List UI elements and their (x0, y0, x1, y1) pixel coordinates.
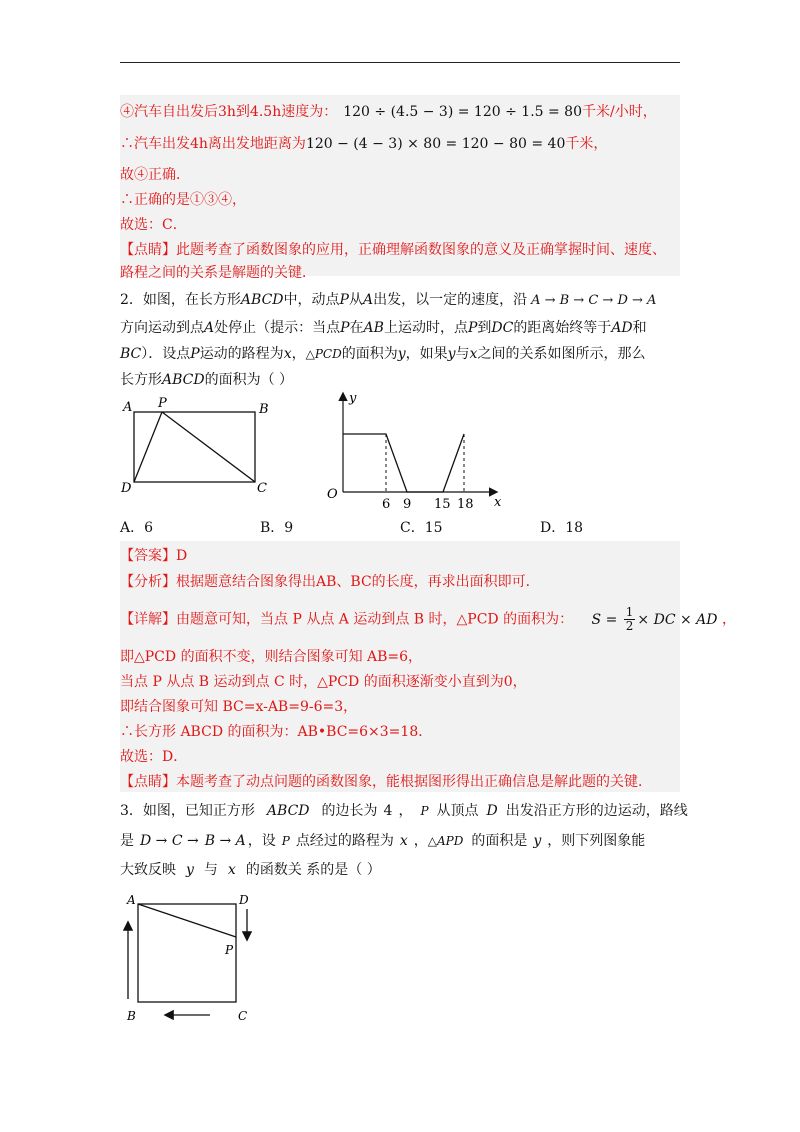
solution-formula: 120 − (4 − 3) × 80 = 120 − 80 = 40 (305, 136, 566, 152)
q2-var: DC (491, 320, 514, 336)
q3-text: 的面积是 (471, 833, 528, 849)
q3-text: ， (413, 833, 428, 849)
detail-line-3: 当点 P 从点 B 运动到点 C 时，△PCD 的面积逐渐变小直到为0， (120, 674, 527, 690)
q2-path: A → B → C → D → A (531, 293, 657, 308)
q3-path: B → A (204, 833, 246, 849)
q2-text: 中，动点 (283, 292, 340, 308)
q2-text: 的面积为 (341, 346, 398, 362)
label-p: P (158, 396, 167, 411)
q2-var: △PCD (305, 347, 342, 361)
answer-value: D (176, 548, 188, 564)
q2-function-graph (322, 388, 512, 516)
q2-text: 长方形 (120, 372, 162, 388)
label-c: C (238, 1009, 248, 1023)
detail-line-1 (120, 606, 736, 633)
q2-text: 处停止（提示：当点 (214, 320, 341, 336)
header-rule (120, 62, 680, 63)
q2-text: 之间的关系如图所示，那么 (477, 346, 646, 362)
segment-pd (134, 412, 162, 482)
rectangle-abcd (134, 412, 255, 482)
q2-var: BC (120, 346, 142, 362)
q2-var: P (339, 292, 349, 308)
fraction-numerator: 1 (625, 605, 634, 619)
q3-line-2 (120, 830, 645, 850)
q2-var: P (340, 320, 350, 336)
tick-label-9: 9 (403, 497, 412, 512)
q2-line-2 (120, 317, 647, 337)
axis-label-y: y (349, 391, 357, 406)
option-c[interactable]: C．15 (400, 520, 443, 536)
option-b[interactable]: B．9 (260, 520, 294, 536)
q3-var: x (227, 862, 236, 878)
q3-text: 从顶点 (436, 803, 479, 819)
label-a: A (127, 893, 136, 907)
answer-tag: 【答案】 (120, 548, 176, 564)
q2-text: 与 (455, 346, 470, 362)
q2-rectangle-figure (118, 394, 278, 496)
solution-line-1 (120, 101, 657, 121)
detail-tag: 【详解】 (120, 611, 176, 628)
q2-text: 和 (632, 320, 647, 336)
q2-var: AB (363, 320, 384, 336)
q3-line-3 (120, 859, 381, 879)
detail-line-5: ∴长方形 ABCD 的面积为：AB•BC=6×3=18． (120, 724, 433, 740)
q3-square-figure (118, 887, 268, 1027)
q2-text: 在 (349, 320, 364, 336)
q2-text: 从 (348, 292, 363, 308)
label-c: C (257, 481, 267, 496)
q3-var: y (533, 833, 542, 849)
q2-text: 运动的路程为 (199, 346, 284, 362)
detail-line-2: 即△PCD 的面积不变，则结合图象可知 AB=6， (120, 649, 423, 665)
q3-text: 出发沿正方形的边运动，路线 (505, 803, 688, 819)
q2-line-3 (120, 343, 645, 363)
q3-var: ABCD (266, 803, 310, 819)
q2-text: ）．设点 (141, 346, 191, 362)
q2-var: P (190, 346, 200, 362)
q3-text: 大致反映 (120, 862, 176, 878)
q2-var: x (469, 346, 478, 362)
formula-rhs: × DC × AD (637, 611, 718, 628)
q3-var: y (186, 862, 194, 878)
q2-var: AD (611, 320, 633, 336)
solution-formula: 120 ÷ (4.5 − 3) = 120 ÷ 1.5 = 80 (343, 104, 582, 120)
comment-text: 此题考查了函数图象的应用，正确理解函数图象的意义及正确掌握时间、速度、 (176, 242, 666, 258)
solution-line-2 (120, 133, 607, 153)
square-abcd (138, 904, 236, 1002)
q3-text: 的函数关 系的是（ ） (245, 862, 381, 878)
segment-ap (138, 904, 236, 937)
fraction-half (624, 606, 636, 633)
fraction-denominator: 2 (625, 619, 634, 633)
q3-var: P (281, 834, 290, 848)
q2-text: 上运动时，点 (383, 320, 468, 336)
label-d: D (121, 481, 132, 496)
q2-text: 2．如图，在长方形 (120, 292, 241, 308)
q2-text: ，如果 (405, 346, 448, 362)
q3-var: P (420, 804, 429, 818)
q3-text: ，则下列图象能 (547, 833, 646, 849)
graph-line (343, 434, 464, 492)
solution-text: ∴汽车出发4h离出发地距离为 (120, 136, 306, 152)
q2-text: ， (291, 346, 306, 362)
segment-pc (162, 412, 255, 482)
q2-var: A (204, 320, 215, 336)
q2-text: 的面积为（ ） (204, 372, 294, 388)
q3-var: △APD (427, 834, 464, 848)
q3-text: ， (398, 803, 413, 819)
answer-line (120, 545, 187, 565)
q3-text: 是 (120, 833, 134, 849)
q2-text: 的距离始终等于 (513, 320, 612, 336)
comment-line-q2 (120, 771, 652, 791)
solution-text: ④汽车自出发后3h到4.5h速度为： (120, 104, 338, 120)
q3-var: x (399, 833, 408, 849)
option-a[interactable]: A．6 (120, 520, 154, 536)
tick-label-15: 15 (434, 497, 451, 512)
comment-text: 本题考查了动点问题的函数图象，能根据图形得出正确信息是解此题的关键． (176, 774, 652, 790)
comment-tag: 【点睛】 (120, 242, 176, 258)
solution-line-4: ∴正确的是①③④， (120, 192, 246, 208)
formula-lhs: S = (591, 611, 618, 628)
solution-text: 千米/小时， (582, 104, 657, 120)
q3-var: D (486, 803, 498, 819)
detail-text: 由题意可知，当点 P 从点 A 运动到点 B 时，△PCD 的面积为： (176, 611, 574, 628)
label-b: B (259, 402, 269, 417)
axis-label-x: x (494, 495, 502, 510)
label-p: P (225, 943, 234, 957)
q2-line-4 (120, 369, 293, 389)
q3-text: 的边长为 (321, 803, 378, 819)
option-d[interactable]: D．18 (540, 520, 584, 536)
origin-label: O (327, 487, 338, 502)
q2-var: A (362, 292, 374, 308)
q3-line-1 (120, 800, 688, 820)
q2-var: P (467, 320, 478, 336)
q3-text: 点经过的路程为 (295, 833, 394, 849)
q3-text: ，设 (247, 833, 276, 849)
detail-line-4: 即结合图象可知 BC=x-AB=9-6=3， (120, 699, 358, 715)
q3-text: 与 (203, 862, 218, 878)
solution-line-3: 故④正确． (120, 167, 190, 183)
q3-text: 3．如图，已知正方形 (120, 803, 255, 819)
analysis-tag: 【分析】 (120, 574, 176, 590)
comment-line-2: 路程之间的关系是解题的关键． (120, 265, 316, 281)
q3-path: D → C → (140, 833, 199, 849)
q2-var: ABCD (162, 372, 205, 388)
q3-var: 4 (383, 803, 393, 819)
label-a: A (123, 400, 133, 415)
tick-label-18: 18 (457, 497, 474, 512)
q2-text: 方向运动到点 (120, 320, 204, 336)
solution-line-5: 故选：C． (120, 217, 187, 233)
q2-text: 到 (477, 320, 492, 336)
analysis-line (120, 571, 540, 591)
solution-text: 千米， (565, 136, 608, 152)
q2-var: x (283, 346, 292, 362)
q2-var: y (447, 346, 456, 362)
comment-tag: 【点睛】 (120, 774, 176, 790)
comment-line-1 (120, 239, 666, 259)
detail-text: ， (721, 611, 736, 628)
detail-line-6: 故选：D． (120, 749, 188, 765)
area-formula (591, 605, 722, 633)
q2-text: 出发，以一定的速度，沿 (373, 292, 528, 308)
label-d: D (239, 893, 249, 907)
analysis-text: 根据题意结合图象得出AB、BC的长度，再求出面积即可． (176, 574, 540, 590)
q2-var: ABCD (240, 292, 284, 308)
tick-label-6: 6 (382, 497, 391, 512)
q2-line-1 (120, 289, 656, 309)
q2-var: y (397, 346, 406, 362)
label-b: B (127, 1009, 136, 1023)
